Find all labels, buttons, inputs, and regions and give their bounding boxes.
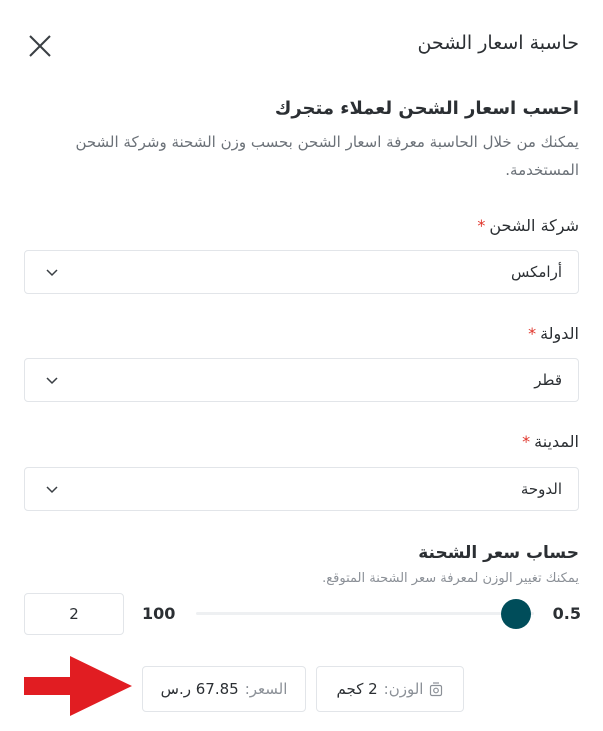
weight-result-value: 2 كجم: [336, 680, 378, 698]
shipping-company-label-text: شركة الشحن: [489, 216, 579, 235]
weight-result: [316, 666, 464, 712]
price-result-value: 67.85 ر.س: [160, 680, 239, 698]
country-value: قطر: [534, 371, 562, 389]
red-arrow-annotation: [22, 654, 134, 718]
price-result: [142, 666, 306, 712]
weight-slider-thumb[interactable]: [501, 599, 531, 629]
country-select[interactable]: [24, 358, 579, 402]
shipping-company-value: أرامكس: [510, 263, 562, 281]
weight-slider-track[interactable]: [196, 612, 534, 615]
calc-title: حساب سعر الشحنة: [418, 543, 579, 563]
close-icon[interactable]: [26, 32, 54, 60]
weight-icon: [429, 681, 443, 697]
required-mark: *: [477, 216, 486, 235]
weight-input[interactable]: [24, 593, 124, 635]
city-select[interactable]: [24, 467, 579, 511]
shipping-company-select[interactable]: [24, 250, 579, 294]
price-result-label: السعر:: [244, 680, 288, 698]
country-label-text: الدولة: [540, 324, 579, 343]
slider-min-label: 0.5: [552, 604, 581, 623]
city-value: الدوحة: [520, 480, 562, 498]
panel-header: [24, 28, 579, 64]
weight-result-label: الوزن:: [383, 680, 424, 698]
required-mark: *: [522, 432, 531, 451]
country-label: [528, 324, 579, 343]
city-label-text: المدينة: [534, 432, 579, 451]
chevron-down-icon: [45, 265, 59, 279]
intro-description: يمكنك من خلال الحاسبة معرفة اسعار الشحن بحسب وزن الشحنة وشركة الشحن المستخدمة.: [75, 133, 579, 179]
intro-title: احسب اسعار الشحن لعملاء متجرك: [274, 98, 579, 119]
slider-max-label: 100: [142, 604, 176, 623]
shipping-company-label: [477, 216, 579, 235]
calc-description: يمكنك تغيير الوزن لمعرفة سعر الشحنة المتوقع.: [322, 571, 579, 586]
city-label: [522, 432, 579, 451]
panel-title: حاسبة اسعار الشحن: [417, 32, 579, 54]
chevron-down-icon: [45, 373, 59, 387]
chevron-down-icon: [45, 482, 59, 496]
required-mark: *: [528, 324, 537, 343]
